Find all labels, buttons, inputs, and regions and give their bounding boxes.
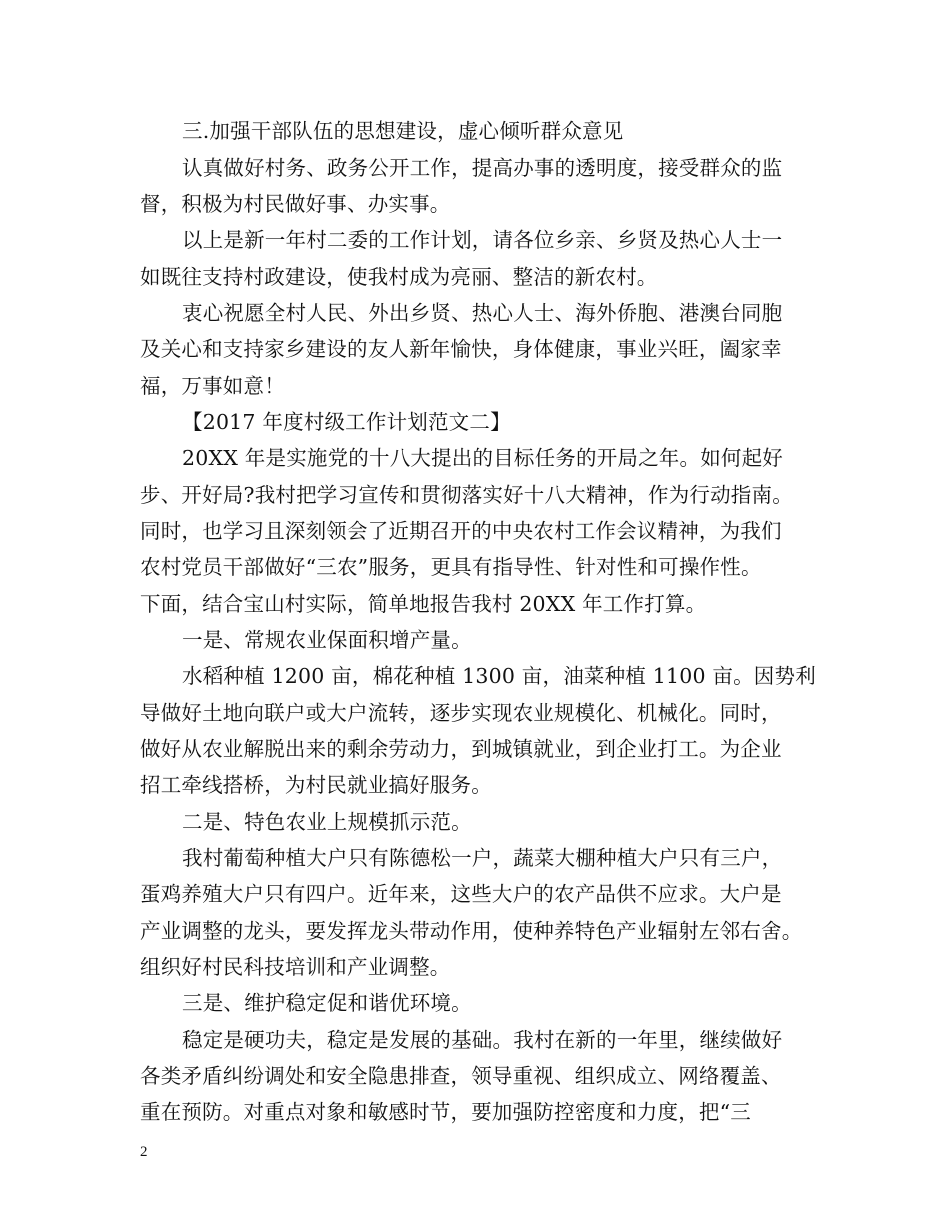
text-line: 招工牵线搭桥，为村民就业搞好服务。 <box>140 773 492 797</box>
text-line: 步、开好局?我村把学习宣传和贯彻落实好十八大精神，作为行动指南。 <box>140 483 793 507</box>
text-line: 各类矛盾纠纷调处和安全隐患排查，领导重视、组织成立、网络覆盖、 <box>140 1064 782 1088</box>
text-line: 产业调整的龙头，要发挥龙头带动作用，使种养特色产业辐射左邻右舍。 <box>140 919 803 943</box>
text-line: 20XX 年是实施党的十八大提出的目标任务的开局之年。如何起好 <box>182 446 783 470</box>
text-line: 下面，结合宝山村实际，简单地报告我村 20XX 年工作打算。 <box>140 592 707 616</box>
text-line: 蛋鸡养殖大户只有四户。近年来，这些大户的农产品供不应求。大户是 <box>140 882 782 906</box>
text-line: 以上是新一年村二委的工作计划，请各位乡亲、乡贤及热心人士一 <box>182 228 783 252</box>
text-line: 我村葡萄种植大户只有陈德松一户，蔬菜大棚种植大户只有三户， <box>182 846 783 870</box>
text-line: 一是、常规农业保面积增产量。 <box>182 628 472 652</box>
text-line: 三.加强干部队伍的思想建设，虚心倾听群众意见 <box>182 119 624 143</box>
text-line: 督，积极为村民做好事、办实事。 <box>140 192 451 216</box>
text-line: 做好从农业解脱出来的剩余劳动力，到城镇就业，到企业打工。为企业 <box>140 737 782 761</box>
text-line: 农村党员干部做好“三农”服务，更具有指导性、针对性和可操作性。 <box>140 555 762 579</box>
text-line: 认真做好村务、政务公开工作，提高办事的透明度，接受群众的监 <box>182 156 783 180</box>
text-line: 二是、特色农业上规模抓示范。 <box>182 810 472 834</box>
text-line: 同时，也学习且深刻领会了近期召开的中央农村工作会议精神，为我们 <box>140 519 782 543</box>
text-line: 重在预防。对重点对象和敏感时节，要加强防控密度和力度，把“三 <box>140 1100 751 1124</box>
text-line: 水稻种植 1200 亩，棉花种植 1300 亩，油菜种植 1100 亩。因势利 <box>182 664 816 688</box>
text-line: 组织好村民科技培训和产业调整。 <box>140 955 451 979</box>
text-line: 导做好土地向联户或大户流转，逐步实现农业规模化、机械化。同时， <box>140 701 782 725</box>
section-heading: 【2017 年度村级工作计划范文二】 <box>182 410 511 434</box>
page-number: 2 <box>140 1144 148 1160</box>
text-line: 衷心祝愿全村人民、外出乡贤、热心人士、海外侨胞、港澳台同胞 <box>182 301 783 325</box>
text-line: 稳定是硬功夫，稳定是发展的基础。我村在新的一年里，继续做好 <box>182 1028 783 1052</box>
text-line: 及关心和支持家乡建设的友人新年愉快，身体健康，事业兴旺，阖家幸 <box>140 337 782 361</box>
text-line: 三是、维护稳定促和谐优环境。 <box>182 991 472 1015</box>
text-line: 福，万事如意！ <box>140 374 285 398</box>
text-line: 如既往支持村政建设，使我村成为亮丽、整洁的新农村。 <box>140 265 658 289</box>
